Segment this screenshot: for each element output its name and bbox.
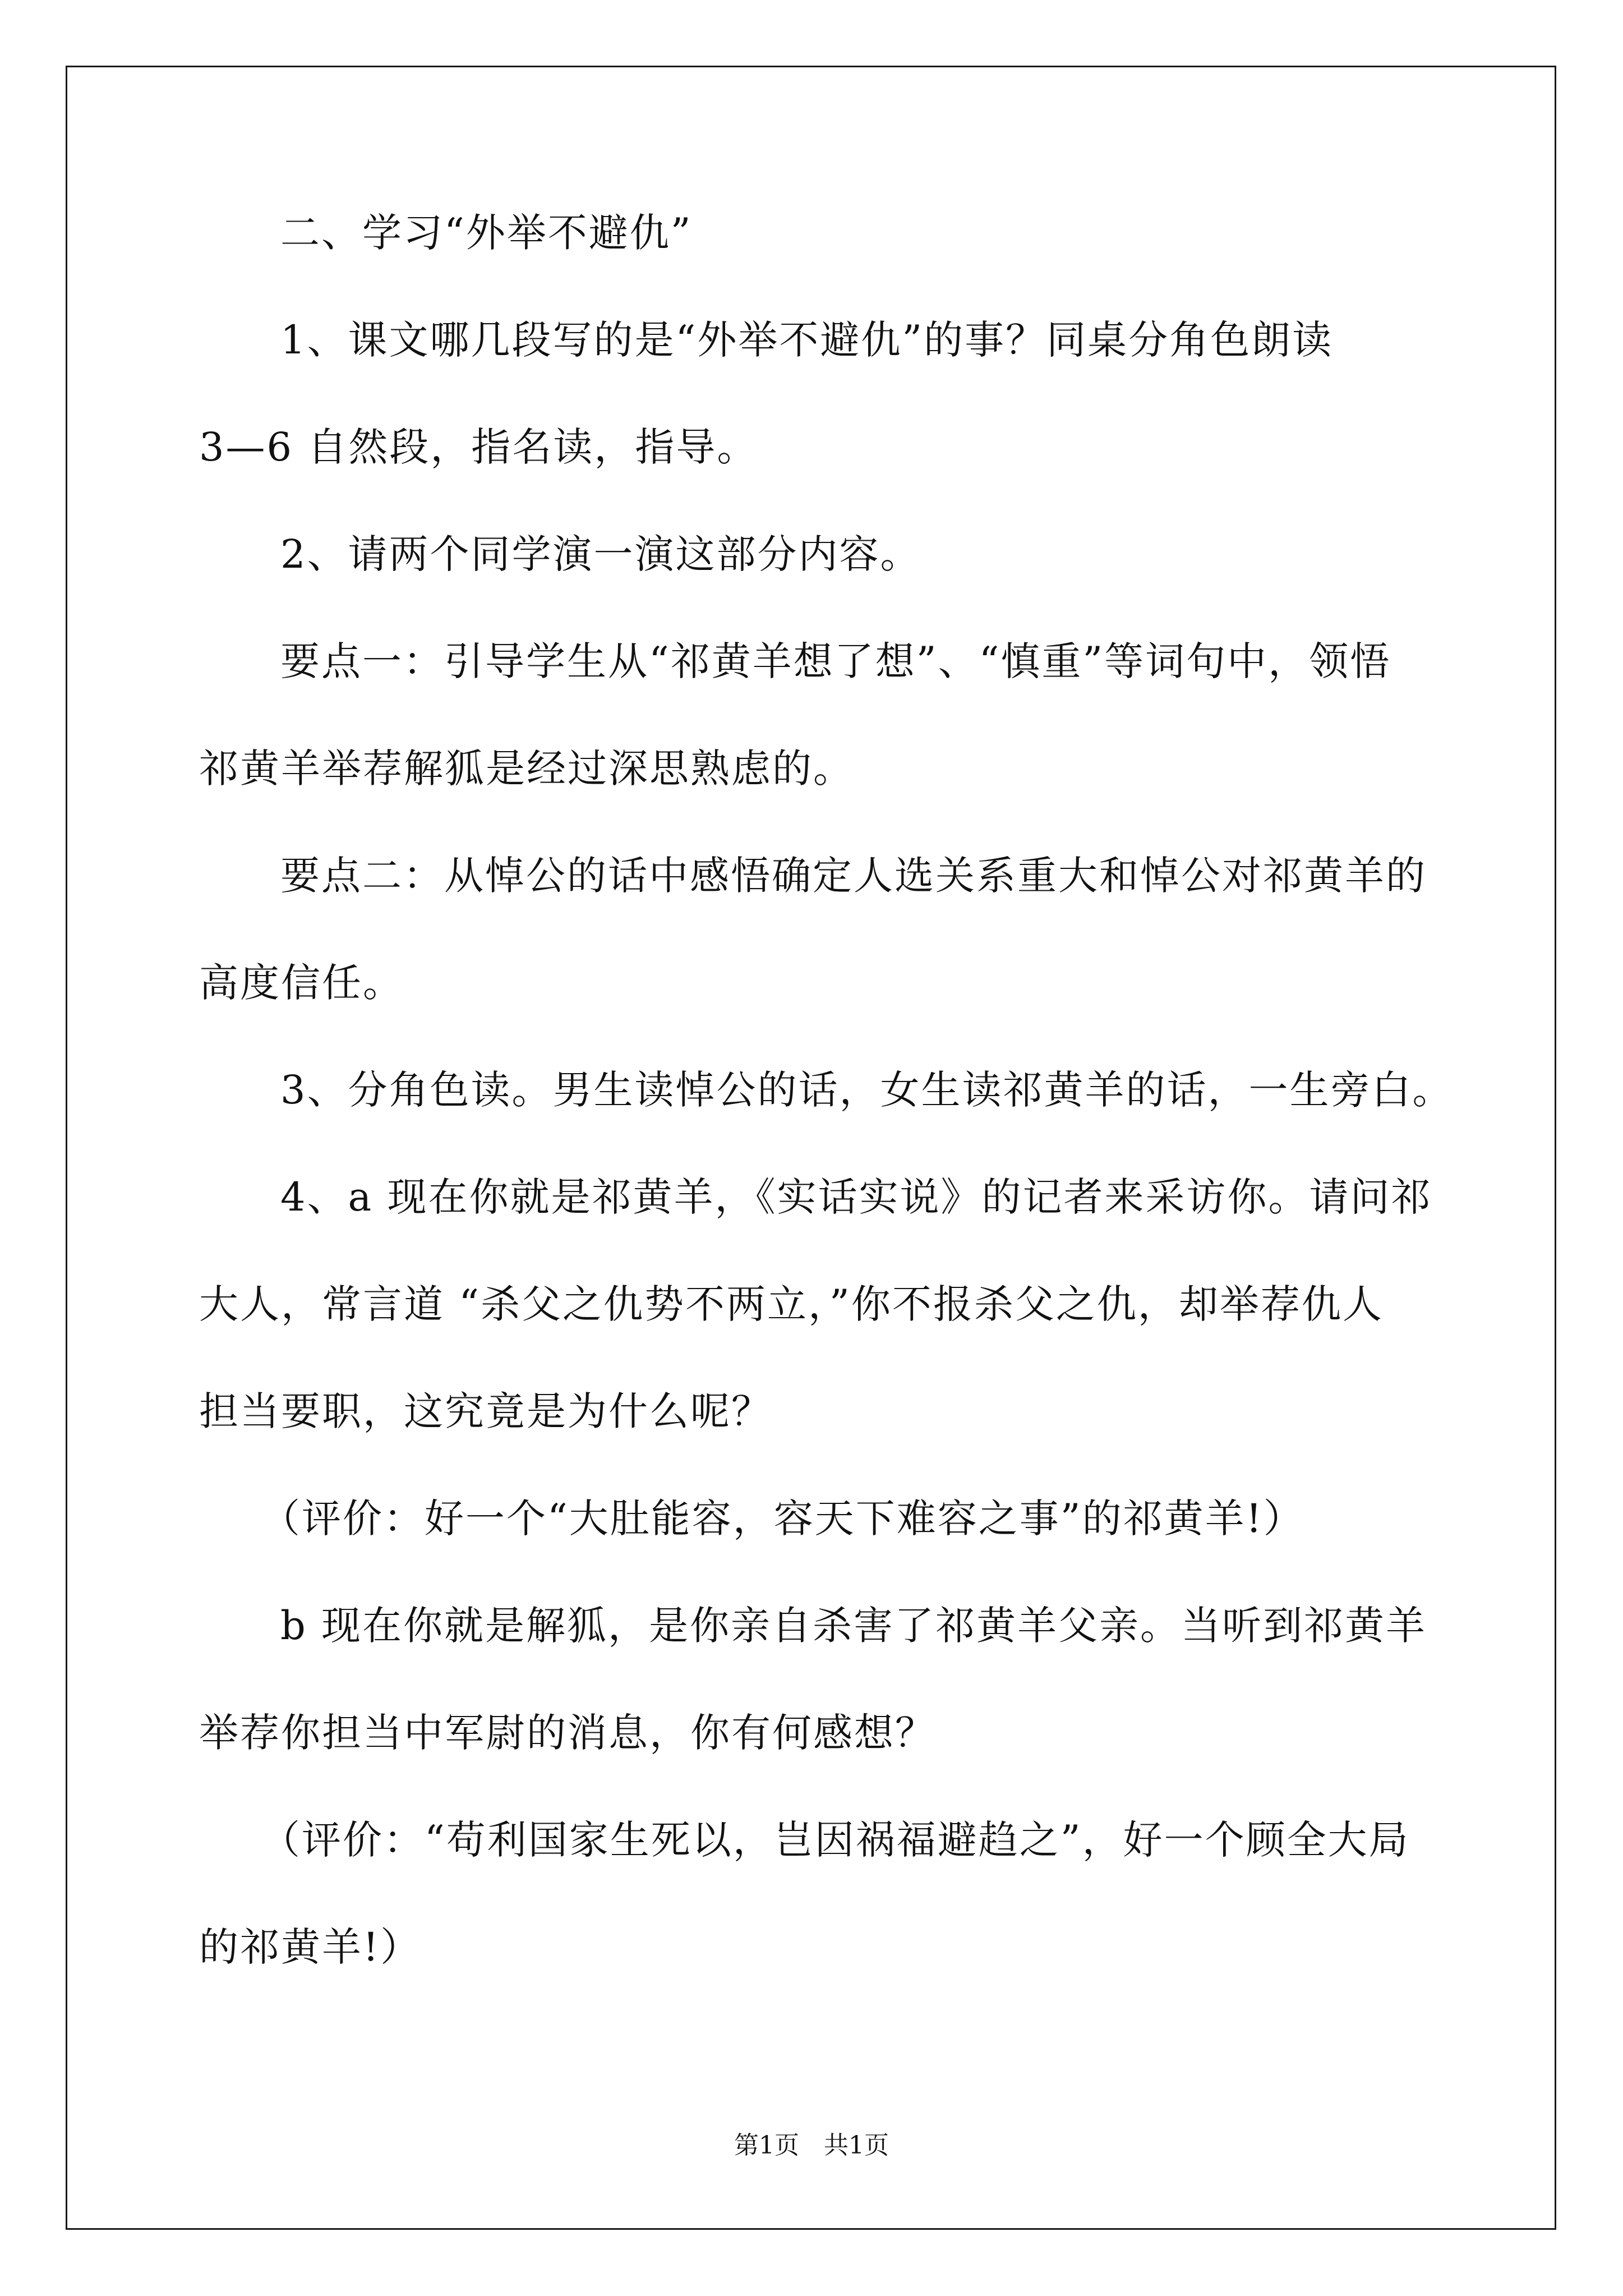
- page-total: 共1页: [824, 2131, 889, 2160]
- paragraph-line: 要点二：从悼公的话中感悟确定人选关系重大和悼公对祁黄羊的: [280, 853, 1427, 899]
- paragraph-line: b 现在你就是解狐，是你亲自杀害了祁黄羊父亲。当听到祁黄羊: [280, 1603, 1427, 1649]
- paragraph-line: 祁黄羊举荐解狐是经过深思熟虑的。: [199, 746, 854, 792]
- paragraph-line: 举荐你担当中军尉的消息，你有何感想？: [199, 1710, 936, 1756]
- paragraph-line: 要点一：引导学生从“祁黄羊想了想”、“慎重”等词句中，领悟: [280, 638, 1391, 684]
- paragraph-line: 1、课文哪几段写的是“外举不避仇”的事？同桌分角色朗读: [280, 317, 1334, 363]
- page-number: 第1页: [734, 2131, 799, 2160]
- section-heading: 二、学习“外举不避仇”: [280, 210, 693, 256]
- page-footer: [0, 2129, 1623, 2162]
- paragraph-line: （评价：好一个“大肚能容，容天下难容之事”的祁黄羊!）: [261, 1496, 1304, 1542]
- paragraph-line: （评价：“苟利国家生死以，岂因祸福避趋之”，好一个顾全大局: [261, 1817, 1410, 1863]
- paragraph-line: 3—6 自然段，指名读，指导。: [199, 424, 758, 470]
- paragraph-line: 担当要职，这究竟是为什么呢？: [199, 1388, 772, 1434]
- paragraph-line: 大人，常言道 “杀父之仇势不两立，”你不报杀父之仇，却举荐仇人: [199, 1281, 1384, 1327]
- paragraph-line: 2、请两个同学演一演这部分内容。: [280, 531, 921, 577]
- paragraph-line: 高度信任。: [199, 960, 404, 1006]
- paragraph-line: 3、分角色读。男生读悼公的话，女生读祁黄羊的话，一生旁白。: [280, 1067, 1454, 1113]
- page-border: [66, 66, 1556, 2230]
- paragraph-line: 的祁黄羊!）: [199, 1924, 422, 1970]
- paragraph-line: 4、a 现在你就是祁黄羊，《实话实说》的记者来采访你。请问祁: [280, 1174, 1432, 1220]
